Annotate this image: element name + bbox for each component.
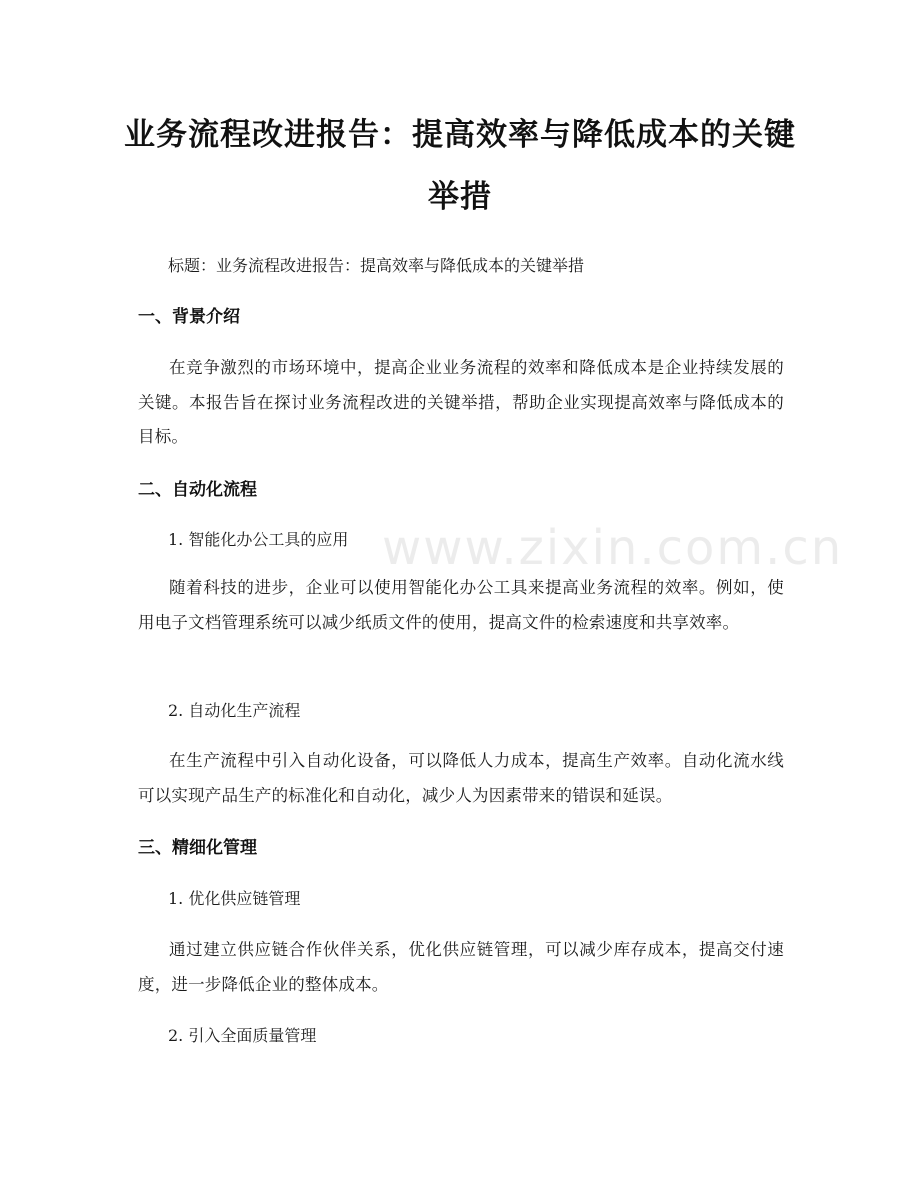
document-title: 业务流程改进报告：提高效率与降低成本的关键举措 xyxy=(124,117,796,215)
section-heading-automation: 二、自动化流程 xyxy=(138,480,257,500)
watermark: www.zixin.com.cn xyxy=(382,520,844,576)
section-heading-refined-management: 三、精细化管理 xyxy=(138,838,257,858)
item-label-supply-chain: 1. 优化供应链管理 xyxy=(168,889,301,908)
section-heading-background: 一、背景介绍 xyxy=(138,307,240,327)
subtitle-line: 标题：业务流程改进报告：提高效率与降低成本的关键举措 xyxy=(168,256,585,275)
item-paragraph-smart-office-tools: 随着科技的进步，企业可以使用智能化办公工具来提高业务流程的效率。例如，使用电子文档管理系统可以减少纸质文件的使用，提高文件的检索速度和共享效率。 xyxy=(138,578,784,632)
item-paragraph-supply-chain: 通过建立供应链合作伙伴关系，优化供应链管理，可以减少库存成本，提高交付速度，进一步降低企业的整体成本。 xyxy=(138,940,784,994)
item-label-total-quality: 2. 引入全面质量管理 xyxy=(168,1026,317,1045)
item-paragraph-automated-production: 在生产流程中引入自动化设备，可以降低人力成本，提高生产效率。自动化流水线可以实现产品生产的标准化和自动化，减少人为因素带来的错误和延误。 xyxy=(138,751,784,805)
section-paragraph-background: 在竞争激烈的市场环境中，提高企业业务流程的效率和降低成本是企业持续发展的关键。本报告旨在探讨业务流程改进的关键举措，帮助企业实现提高效率与降低成本的目标。 xyxy=(138,358,784,446)
item-label-smart-office-tools: 1. 智能化办公工具的应用 xyxy=(168,530,349,549)
item-label-automated-production: 2. 自动化生产流程 xyxy=(168,701,301,720)
